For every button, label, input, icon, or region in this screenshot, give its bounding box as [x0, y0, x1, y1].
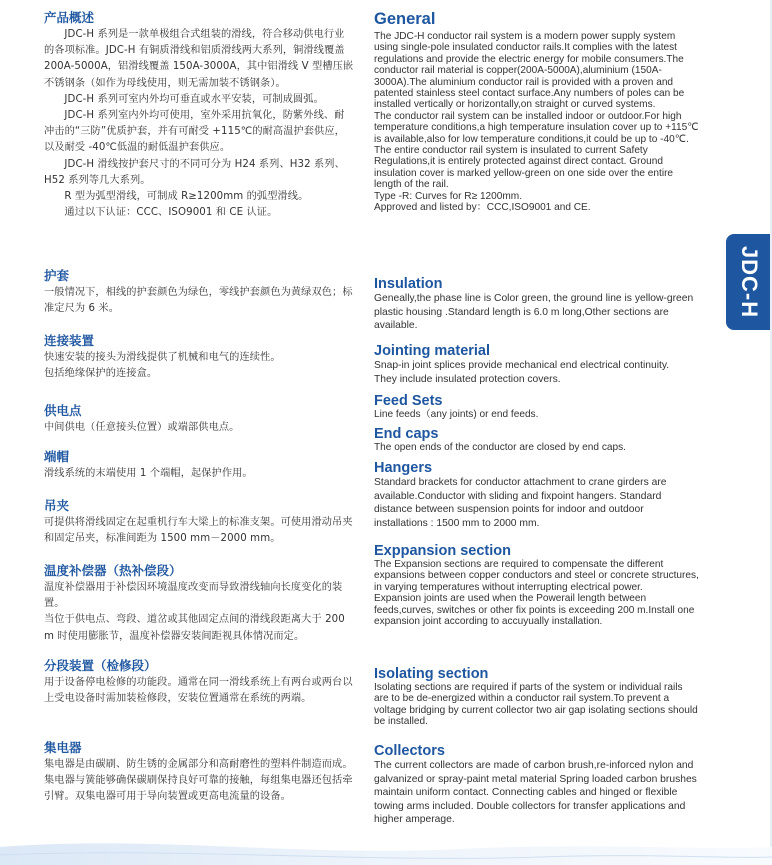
general-title: General [374, 10, 436, 28]
insulation-section-cn [44, 268, 354, 317]
general-section [374, 10, 699, 214]
collector-section [374, 743, 699, 827]
insulation-title: Insulation [374, 276, 443, 292]
expansion-section [374, 543, 699, 627]
expansion-title-cn: 温度补偿器（热补偿段） [44, 563, 182, 578]
collector-title-cn: 集电器 [44, 740, 82, 755]
collector-line-cn-1: 集电器是由碳刷、防生锈的金属部分和高耐磨性的塑料件制造而成。 [44, 759, 353, 770]
feed-text-cn: 中间供电（任意接头位置）或端部供电点。 [44, 422, 240, 433]
overview-para-cn-3: JDC-H 系列室内外均可使用，室外采用抗氧化，防紫外线、耐冲击的“三防”优质护套，并有可耐受 +115℃的耐高温护套供应，以及耐受 -40℃低温的耐低温护套供应。 [44, 110, 345, 154]
general-para-1: The JDC-H conductor rail system is a modern power supply system using single-pole insulated conductor rails.It complies with the latest regulations and provide the electric energy for mobile consumers.The conductor rail material is copper(200A-5000A),aluminium (150A-3000A).The aluminium conductor rail is provided with a proven and patented stainless steel contact surface.Any numbers of poles can be installed vertically or horizontally,on straight or curved systems. [374, 31, 685, 111]
isolating-section [374, 666, 699, 728]
general-para-5: Approved and listed by：CCC,ISO9001 and CE. [374, 202, 591, 214]
joint-section [374, 343, 699, 386]
endcap-section-cn [44, 449, 354, 482]
insulation-section [374, 276, 699, 333]
isolating-title: Isolating section [374, 666, 489, 682]
endcap-title: End caps [374, 426, 439, 442]
joint-line-2: They include insulated protection covers. [374, 373, 561, 385]
feed-section [374, 393, 699, 420]
overview-para-cn-2: JDC-H 系列可室内外均可垂直或水平安装，可制成圆弧。 [64, 93, 324, 105]
hanger-text-cn: 可提供将滑线固定在起重机行车大梁上的标准支架。可使用滑动吊夹和固定吊夹，标准间距为 1500 mm－2000 mm。 [44, 517, 353, 545]
hanger-section [374, 460, 699, 530]
joint-line-cn-2: 包括绝缘保护的连接盒。 [44, 368, 158, 380]
collector-section-cn [44, 740, 354, 806]
joint-title: Jointing material [374, 343, 491, 359]
series-side-tab [726, 234, 772, 330]
bottom-wave-decoration [0, 817, 772, 865]
isolating-text: Isolating sections are required if parts of the system or individual rails are to be de-energized within a conductor rail system.To prevent a voltage bridging by current collector two air gap isolating sections should be installed. [374, 682, 698, 728]
insulation-title-cn: 护套 [44, 268, 70, 283]
endcap-text: The open ends of the conductor are closed by end caps. [374, 442, 626, 453]
expansion-line-cn-2: 当位于供电点、弯段、道岔或其他固定点间的滑线段距离大于 200 m 时使用膨胀节，温度补偿器安装间距视具体情况而定。 [44, 614, 345, 642]
isolating-title-cn: 分段装置（检修段） [44, 658, 157, 673]
collector-text: The current collectors are made of carbon brush,re-inforced nylon and galvanized or spray-paint metal material Spring loaded carbon brushes maintain uniform contact. Connecting cables and hinged or flexible towing arms included. Double collectors for transfer applications and higher amperage. [374, 760, 697, 826]
insulation-text: Geneally,the phase line is Color green, the ground line is yellow-green plastic housing .Standard length is 6.0 m long,Other sections are available. [374, 293, 694, 332]
overview-para-cn-5: R 型为弧型滑线，可制成 R≥1200mm 的弧型滑线。 [64, 191, 309, 203]
overview-para-cn-6: 通过以下认证：CCC、ISO9001 和 CE 认证。 [64, 207, 278, 219]
feed-title: Feed Sets [374, 393, 443, 409]
insulation-text-cn: 一般情况下，相线的护套颜色为绿色，零线护套颜色为黄绿双色；标准定尺为 6 米。 [44, 287, 353, 315]
general-para-2: The conductor rail system can be installed indoor or outdoor.For high temperature conditions,a high temperature insulation cover up to +115℃ is available,also for low temperature conditions,it could be up to -40℃. [374, 110, 699, 145]
hanger-title-cn: 吊夹 [44, 498, 70, 513]
expansion-section-cn [44, 563, 354, 645]
expansion-line-cn-1: 温度补偿器用于补偿因环境温度改变而导致滑线轴向长度变化的装置。 [44, 582, 343, 610]
collector-title: Collectors [374, 743, 445, 759]
overview-para-cn-1: JDC-H 系列是一款单极组合式组装的滑线，符合移动供电行业的各项标准。JDC-H 有铜质滑线和铝质滑线两大系列，铜滑线覆盖 200A-5000A，铝滑线覆盖 150A-3000A，其中铝滑线 V 型槽压嵌不锈钢条（如作为母线使用，则无需加装不锈钢条）。 [44, 29, 354, 89]
hanger-text: Standard brackets for conductor attachment to crane girders are available.Conductor with sliding and fixpoint hangers. Standard distance between suspension points for indoor and outdoor installations : 1500 mm to 2000 mm. [374, 477, 667, 529]
expansion-title: Exppansion section [374, 543, 511, 559]
joint-line-cn-1: 快速安装的接头为滑线提供了机械和电气的连续性。 [44, 352, 281, 363]
joint-title-cn: 连接装置 [44, 333, 95, 348]
joint-line-1: Snap-in joint splices provide mechanical end electrical continuity. [374, 360, 670, 371]
series-side-tab-label: JDC-H [737, 245, 763, 319]
collector-line-cn-2: 集电器与簧能够确保碳刷保持良好可靠的接触，每组集电器还包括牵引臂。双集电器可用于导向装置或更高电流量的设备。 [44, 775, 353, 803]
overview-para-cn-4: JDC-H 滑线按护套尺寸的不同可分为 H24 系列、H32 系列、H52 系列等几大系列。 [44, 158, 345, 186]
joint-section-cn [44, 333, 354, 382]
expansion-para-2: Expansion joints are used when the Powerail length between feeds,curves, switches or other fix points is exceeding 200 m.Install one expansion joint according to accuyually installation. [374, 593, 695, 628]
feed-text: Line feeds（any joints) or end feeds. [374, 409, 539, 420]
general-para-4: Type -R: Curves for R≥ 1200mm. [374, 190, 523, 202]
feed-section-cn [44, 403, 354, 436]
endcap-section [374, 426, 699, 453]
general-para-3: The entire conductor rail system is insulated to current Safety Regulations,it is entirely protected against direct contact. Ground insulation cover is marked yellow-green on one side over the entire length of the rail. [374, 145, 674, 191]
overview-section-cn [44, 10, 354, 221]
overview-title-cn: 产品概述 [44, 10, 95, 25]
hanger-section-cn [44, 498, 354, 547]
feed-title-cn: 供电点 [44, 403, 82, 418]
endcap-title-cn: 端帽 [44, 449, 70, 464]
endcap-text-cn: 滑线系统的末端使用 1 个端帽，起保护作用。 [44, 468, 253, 479]
isolating-section-cn [44, 658, 354, 707]
expansion-para-1: The Expansion sections are required to compensate the different expansions between copper conductors and steel or concrete structures, in varying temperatures without interrupting electrical power. [374, 559, 699, 593]
hanger-title: Hangers [374, 460, 433, 476]
isolating-text-cn: 用于设备停电检修的功能段。通常在同一滑线系统上有两台或两台以上受电设备时需加装检修段，安装位置通常在系统的两端。 [44, 677, 353, 705]
